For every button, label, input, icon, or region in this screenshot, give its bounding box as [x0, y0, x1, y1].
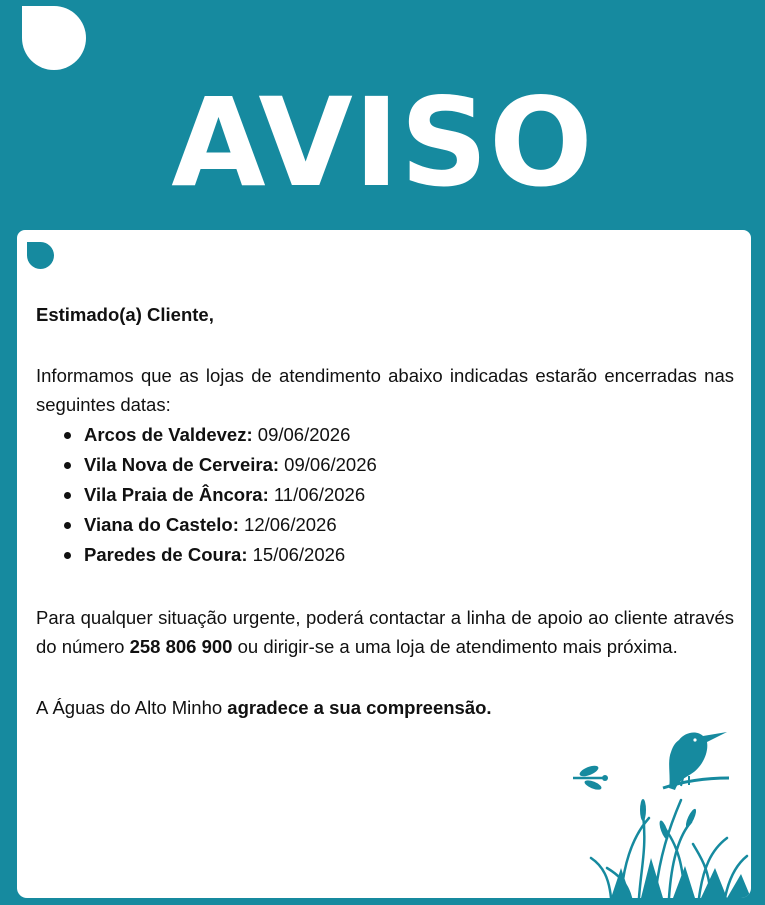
closing-text: A Águas do Alto Minho	[36, 696, 228, 718]
closing-thanks: agradece a sua compreensão.	[227, 696, 492, 718]
notice-card	[17, 230, 751, 898]
list-item	[64, 480, 734, 510]
water-drop-icon	[22, 6, 86, 70]
list-item	[64, 450, 734, 480]
salutation: Estimado(a) Cliente,	[36, 304, 214, 325]
closure-date: 15/06/2026	[247, 543, 346, 565]
store-name: Paredes de Coura:	[84, 543, 248, 565]
list-item	[64, 540, 734, 570]
closure-date: 09/06/2026	[252, 423, 351, 445]
closure-date: 11/06/2026	[268, 483, 366, 505]
support-phone-number: 258 806 900	[129, 636, 233, 657]
contact-paragraph	[36, 603, 734, 662]
store-name: Vila Nova de Cerveira:	[84, 453, 280, 475]
water-drop-icon	[27, 242, 54, 269]
store-name: Arcos de Valdevez:	[84, 423, 253, 445]
store-name: Viana do Castelo:	[84, 513, 239, 535]
kingfisher-reeds-illustration	[551, 718, 751, 898]
list-item	[64, 510, 734, 540]
store-name: Vila Praia de Âncora:	[84, 483, 269, 505]
contact-text-end: ou dirigir-se a uma loja de atendimento mais próxima.	[232, 636, 678, 657]
contact-text: Para qualquer situação urgente, poderá contactar a linha de apoio ao cliente através do número	[36, 606, 734, 657]
closure-date: 09/06/2026	[279, 453, 377, 475]
store-closure-list	[36, 420, 734, 570]
list-item	[64, 420, 734, 450]
notice-body	[36, 300, 734, 722]
intro-paragraph: Informamos que as lojas de atendimento abaixo indicadas estarão encerradas nas seguintes datas:	[36, 364, 734, 415]
closure-date: 12/06/2026	[238, 513, 337, 535]
page-title: AVISO	[171, 72, 594, 214]
